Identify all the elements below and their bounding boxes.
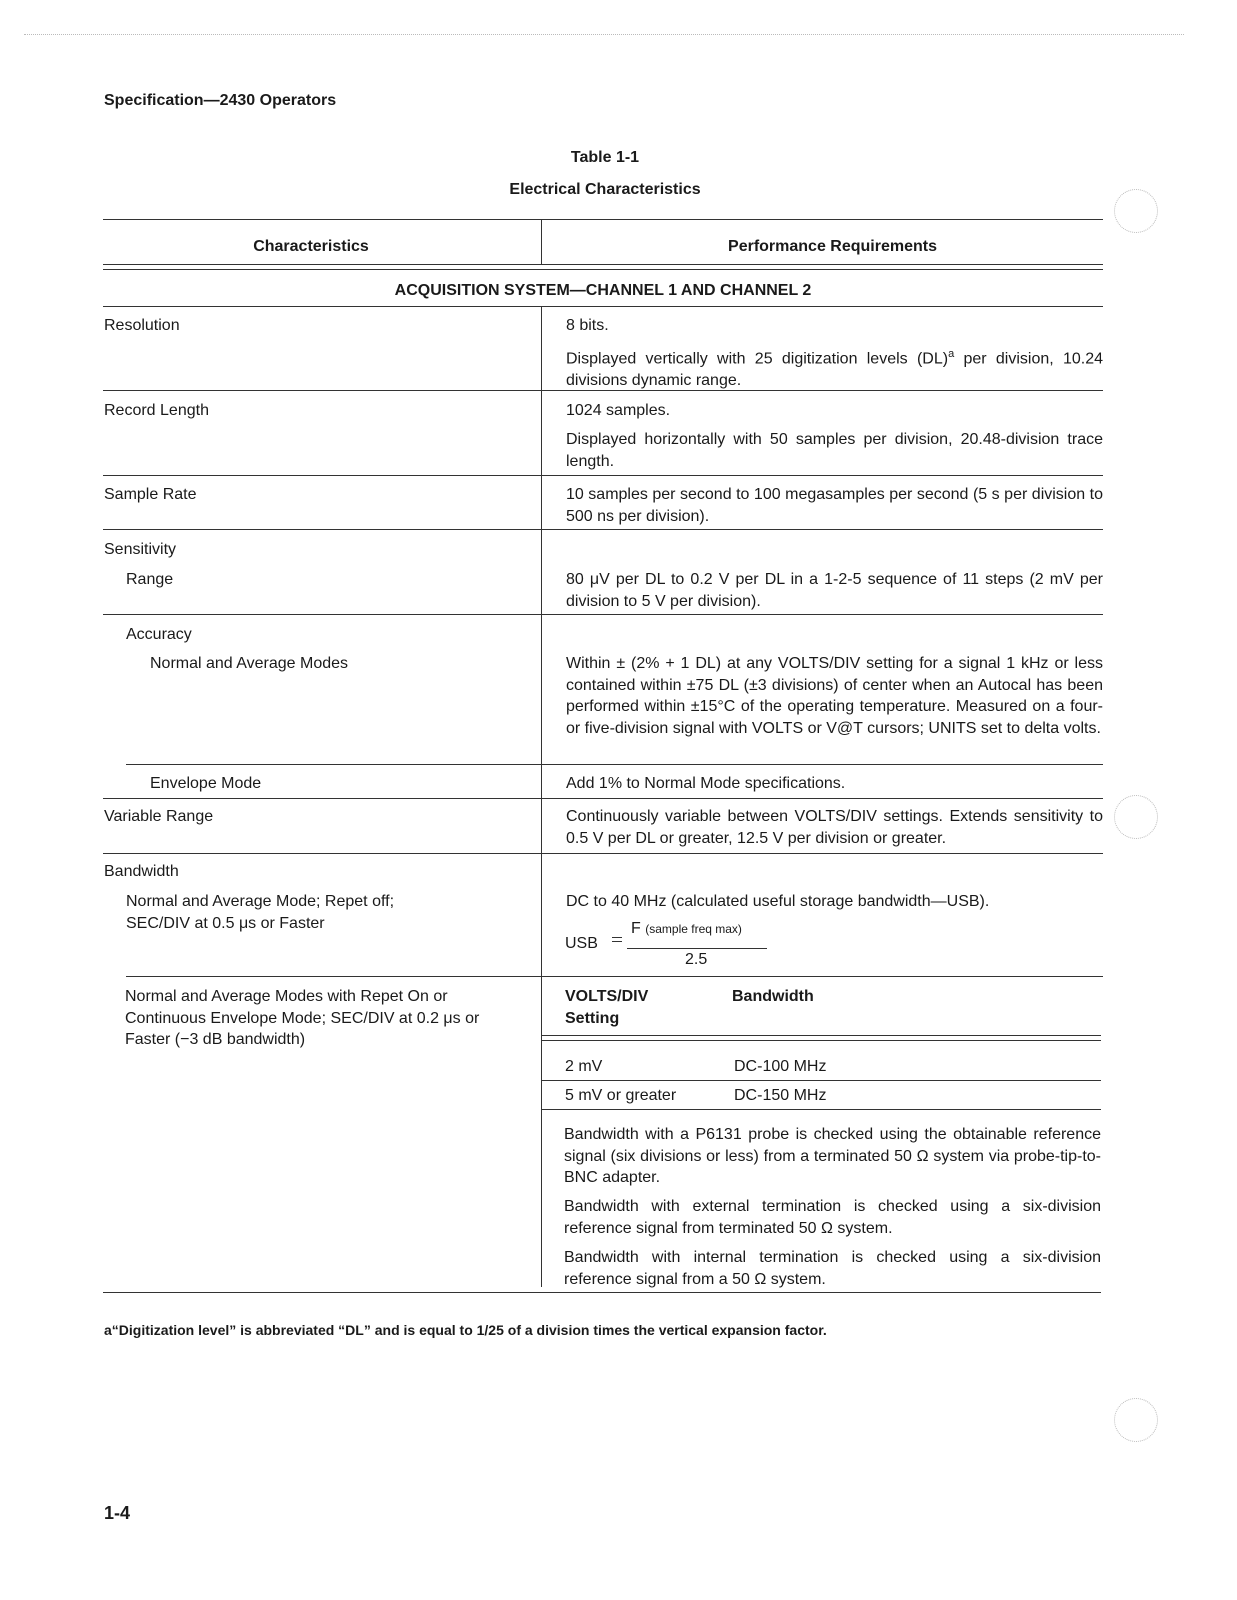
row-rule-sample [103,529,1103,530]
table-number: Table 1-1 [570,149,640,166]
binder-hole-icon [1114,189,1158,233]
label-range: Range [126,571,174,588]
subtable-header-bandwidth: Bandwidth [732,988,814,1005]
page-header: Specification—2430 Operators [104,92,337,109]
bandwidth-note-1: Bandwidth with a P6131 probe is checked using the obtainable reference signal (six divisions or less) from a terminated 50 Ω system via probe-tip-to-BNC adapter. [564,1126,1101,1186]
header-rule-1 [103,264,1103,265]
req-resolution-1: 8 bits. [566,317,609,334]
fraction-bar [627,948,767,949]
label-sensitivity: Sensitivity [104,541,177,558]
bandwidth-note-3: Bandwidth with internal termination is checked using a six-division reference signal from a 50 Ω system. [564,1249,1101,1288]
label-accuracy: Accuracy [126,626,192,643]
row-rule-variable [103,853,1103,854]
label-envelope-mode: Envelope Mode [150,775,262,792]
section-rule [103,306,1103,307]
row-rule-normal-avg [126,764,1103,765]
label-resolution: Resolution [104,317,180,334]
footnote: a“Digitization level” is abbreviated “DL” and is equal to 1/25 of a division times the vertical expansion factor. [104,1322,827,1338]
req-bandwidth-sub1: DC to 40 MHz (calculated useful storage bandwidth—USB). [566,893,990,910]
req-normal-average-modes: Within ± (2% + 1 DL) at any VOLTS/DIV setting for a signal 1 kHz or less contained within ±75 DL (±3 divisions) of center when an Autocal has been performed within ±15°C of the operating temperature. Measured on a four- or five-division signal with VOLTS or V@T cursors; UNITS set to delta volts. [566,655,1103,737]
section-title: ACQUISITION SYSTEM—CHANNEL 1 AND CHANNEL 2 [394,282,812,299]
subtable-header-rule-1 [541,1035,1101,1036]
subtable-setting-2: 5 mV or greater [565,1087,677,1104]
table-title: Electrical Characteristics [509,181,701,198]
req-variable-range: Continuously variable between VOLTS/DIV settings. Extends sensitivity to 0.5 V per DL or greater, 12.5 V per division or greater. [566,808,1103,847]
req-record-length-2: Displayed horizontally with 50 samples per division, 20.48-division trace length. [566,431,1103,470]
table-top-rule [103,219,1103,220]
row-rule-record [103,475,1103,476]
binder-hole-icon [1114,1398,1158,1442]
usb-formula [565,922,785,972]
row-rule-envelope [103,798,1103,799]
subtable-bandwidth-2: DC-150 MHz [734,1087,827,1104]
col-header-characteristics: Characteristics [253,238,369,255]
usb-numerator: F (sample freq max) [631,920,742,937]
subtable-row-rule-1 [541,1080,1101,1081]
subtable-header-rule-2 [541,1040,1101,1041]
table-bottom-rule [103,1292,1101,1293]
label-sample-rate: Sample Rate [104,486,197,503]
subtable-header-setting: VOLTS/DIV Setting [565,988,649,1027]
row-rule-range [103,614,1103,615]
row-rule-bandwidth-1 [126,976,1103,977]
subtable-bandwidth-1: DC-100 MHz [734,1058,827,1075]
col-header-performance: Performance Requirements [728,238,937,255]
subtable-setting-1: 2 mV [565,1058,603,1075]
label-bandwidth: Bandwidth [104,863,179,880]
bandwidth-note-2: Bandwidth with external termination is checked using a six-division reference signal from terminated 50 Ω system. [564,1198,1101,1237]
req-resolution-2: Displayed vertically with 25 digitization levels (DL)$^a$ per division, 10.24 divisions dynamic range. [566,348,1104,389]
req-record-length-1: 1024 samples. [566,402,671,419]
subtable-row-rule-2 [541,1109,1101,1110]
scan-edge-dots [24,34,1184,35]
req-range: 80 μV per DL to 0.2 V per DL in a 1-2-5 sequence of 11 steps (2 mV per division to 5 V per division). [566,571,1103,610]
label-normal-average-modes: Normal and Average Modes [150,655,349,672]
page-number: 1-4 [104,1503,131,1523]
label-variable-range: Variable Range [104,808,214,825]
usb-denominator: 2.5 [685,951,708,968]
req-envelope-mode: Add 1% to Normal Mode specifications. [566,775,846,792]
label-bandwidth-sub1: Normal and Average Mode; Repet off; SEC/DIV at 0.5 μs or Faster [126,893,395,932]
equals-sign-bottom [612,941,622,942]
usb-lhs: USB [565,935,598,952]
label-bandwidth-sub2: Normal and Average Modes with Repet On or Continuous Envelope Mode; SEC/DIV at 0.2 μs or Faster (−3 dB bandwidth) [125,988,480,1048]
binder-hole-icon [1114,795,1158,839]
column-divider [541,307,542,1287]
label-record-length: Record Length [104,402,209,419]
header-divider [541,220,542,264]
equals-sign-top [612,937,622,938]
header-rule-2 [103,269,1103,270]
req-sample-rate: 10 samples per second to 100 megasamples per second (5 s per division to 500 ns per division). [566,486,1103,525]
